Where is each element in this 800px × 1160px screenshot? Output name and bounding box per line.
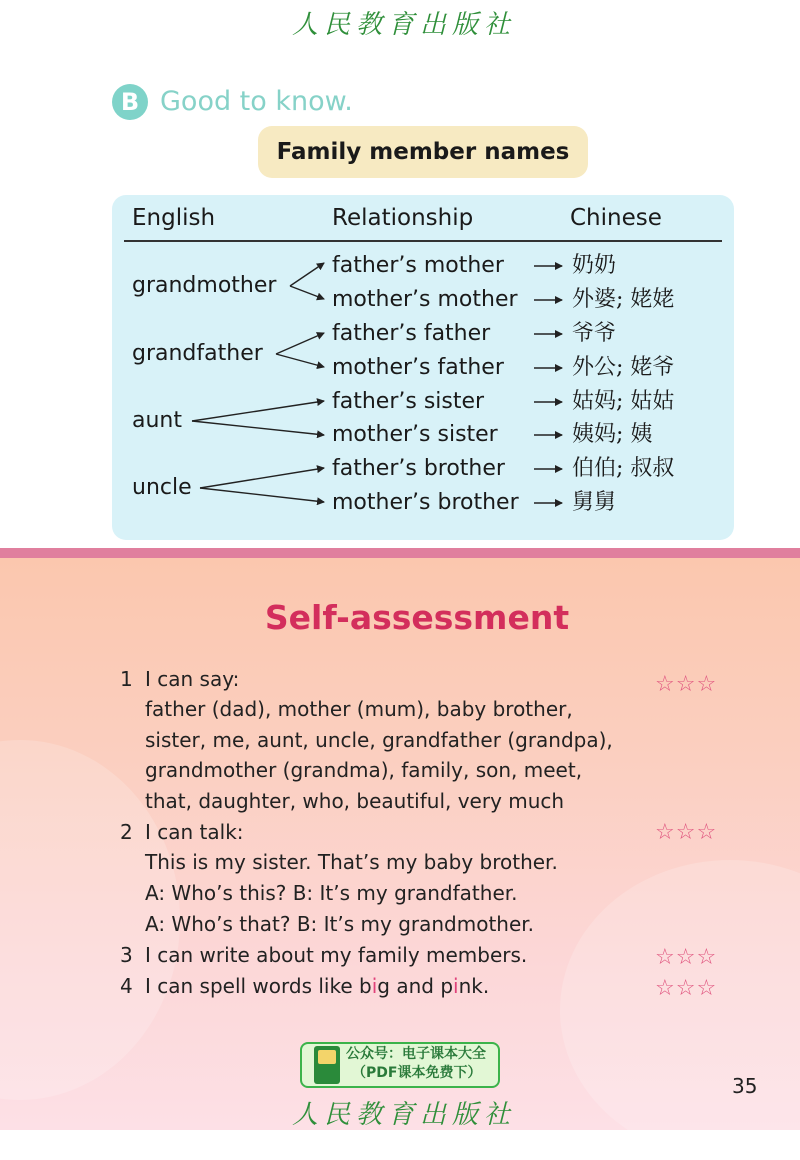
item-number: 4 [120,974,133,998]
item-number: 3 [120,943,133,967]
item-line: sister, me, aunt, uncle, grandfather (grandpa), [145,728,613,752]
relation-arrows [0,0,800,560]
item-line: A: Who’s this? B: It’s my grandfather. [145,881,518,905]
book-cover-icon [318,1050,336,1064]
item-line: I can write about my family members. [145,943,528,967]
rating-stars[interactable]: ☆☆☆ [655,672,718,697]
chinese-term: 伯伯; 叔叔 [572,456,675,481]
item-line: grandmother (grandma), family, son, meet, [145,758,583,782]
relation-label: father’s brother [332,456,505,481]
relation-label: father’s father [332,321,491,346]
relation-label: father’s mother [332,253,504,278]
item-line: I can spell words like big and pink. [145,974,490,998]
item-line: I can talk: [145,820,244,844]
rating-stars[interactable]: ☆☆☆ [655,945,718,970]
header-relationship: Relationship [332,205,474,231]
section-badge: B [112,84,148,120]
chinese-term: 外婆; 姥姥 [572,287,675,312]
chinese-term: 奶奶 [572,253,617,278]
wechat-line-2: （PDF课本免费下） [352,1065,482,1081]
item-number: 1 [120,667,133,691]
term-grandmother: grandmother [132,273,277,298]
relation-label: mother’s mother [332,287,518,312]
chinese-term: 舅舅 [572,490,617,515]
rating-stars[interactable]: ☆☆☆ [655,820,718,845]
publisher-logo-bottom: 人民教育出版社 [292,1100,517,1130]
term-uncle: uncle [132,475,192,500]
item-number: 2 [120,820,133,844]
chinese-term: 外公; 姥爷 [572,355,675,380]
wechat-line-1: 公众号：电子课本大全 [346,1046,486,1062]
relation-label: mother’s father [332,355,504,380]
term-aunt: aunt [132,408,182,433]
item-line: This is my sister. That’s my baby brother. [145,850,558,874]
rating-stars[interactable]: ☆☆☆ [655,976,718,1001]
header-chinese: Chinese [570,205,662,231]
chinese-term: 姨妈; 姨 [572,422,653,447]
box-title: Family member names [258,126,588,178]
item-line: father (dad), mother (mum), baby brother, [145,697,573,721]
item-line: I can say: [145,667,240,691]
section-title: Good to know. [160,86,353,117]
relation-label: father’s sister [332,389,485,414]
page-number: 35 [732,1074,758,1098]
header-english: English [132,205,216,231]
relation-label: mother’s brother [332,490,519,515]
chinese-term: 姑妈; 姑姑 [572,389,675,414]
term-grandfather: grandfather [132,341,263,366]
relation-label: mother’s sister [332,422,498,447]
self-assessment-title: Self-assessment [264,598,570,637]
publisher-logo-top: 人民教育出版社 [292,10,517,40]
chinese-term: 爷爷 [572,321,617,346]
item-line: A: Who’s that? B: It’s my grandmother. [145,912,535,936]
item-line: that, daughter, who, beautiful, very much [145,789,565,813]
